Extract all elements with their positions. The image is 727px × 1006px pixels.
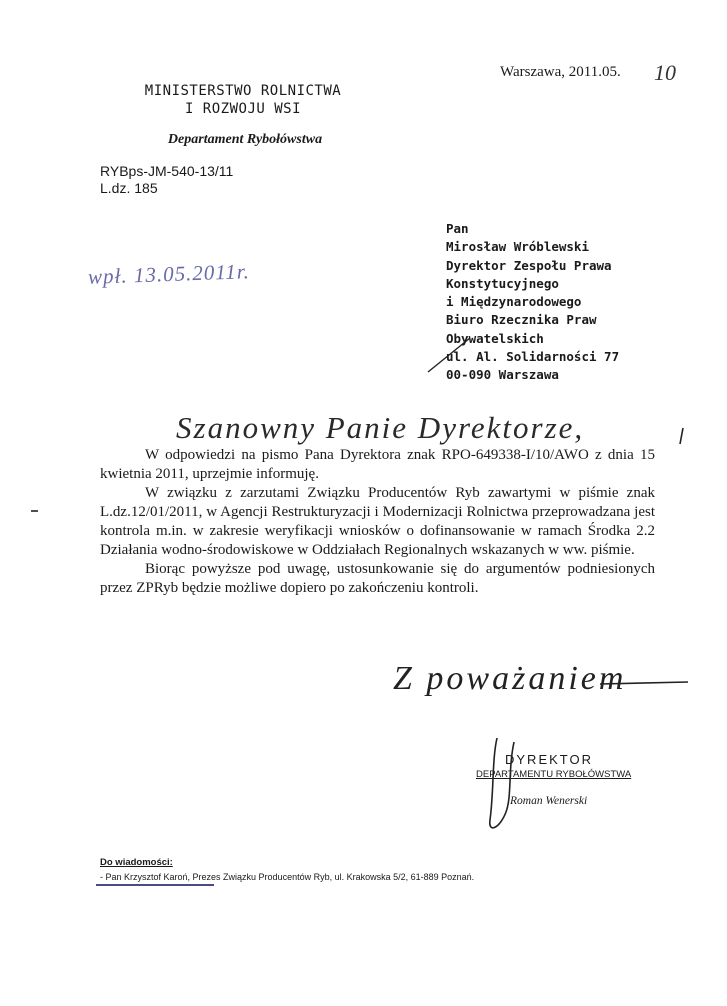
department-name: Departament Rybołówstwa [167, 132, 323, 147]
ministry-line-1: MINISTERSTWO ROLNICTWA [144, 83, 342, 99]
cc-title: Do wiadomości: [100, 857, 173, 868]
recipient-line: Pan [446, 221, 469, 236]
body-paragraph-3: Biorąc powyższe pod uwagę, ustosunkowanie się do argumentów podniesionych przez ZPRyb będzie możliwe dopiero po zakończeniu kontroli. [100, 561, 655, 596]
address-strike-stroke [428, 338, 470, 372]
signer-name: Roman Wenerski [510, 795, 588, 807]
recipient-line: Biuro Rzecznika Praw [446, 312, 597, 328]
recipient-line: ul. Al. Solidarności 77 [446, 349, 620, 365]
body-paragraph-2: W związku z zarzutami Związku Producentów Ryb zawartymi w piśmie znak L.dz.12/01/2011, w Agencji Restrukturyzacji i Modernizacji Rolnictwa przeprowadzana jest kontrola m.in. w zakresie weryfikacji wniosków o dofinansowanie w ramach Środka 2.2 Działania wodno-środowiskowe w Oddziałach Regionalnych wskazanych w ww. piśmie. [100, 485, 655, 558]
ministry-line-2: I ROZWOJU WSI [184, 101, 302, 117]
handwritten-day: 10 [654, 60, 676, 85]
recipient-line: i Międzynarodowego [446, 294, 582, 310]
signature-stroke [490, 738, 514, 828]
dateline: Warszawa, 2011.05. [500, 64, 621, 80]
closing-underline-stroke [600, 682, 688, 684]
greeting-comma-stroke [680, 428, 683, 444]
signer-title: DYREKTOR [505, 752, 593, 767]
handwritten-greeting: Szanowny Panie Dyrektorze, [176, 410, 585, 445]
body-paragraph-1: W odpowiedzi na pismo Pana Dyrektora znak RPO-649338-I/10/AWO z dnia 15 kwietnia 2011, uprzejmie informuję. [100, 447, 655, 482]
reference-number: RYBps-JM-540-13/11 [100, 163, 234, 179]
recipient-line: Konstytucyjnego [446, 275, 559, 291]
recipient-line: Mirosław Wróblewski [446, 239, 589, 255]
cc-underline [96, 884, 214, 886]
handwritten-closing: Z poważaniem [393, 660, 627, 697]
recipient-line: Obywatelskich [446, 330, 544, 346]
received-stamp: wpł. 13.05.2011r. [87, 259, 251, 289]
cc-item: - Pan Krzysztof Karoń, Prezes Związku Producentów Ryb, ul. Krakowska 5/2, 61-889 Poznań. [100, 872, 475, 882]
ldz-number: L.dz. 185 [100, 180, 158, 196]
recipient-line: 00-090 Warszawa [446, 367, 559, 383]
signer-department: DEPARTAMENTU RYBOŁÓWSTWA [476, 769, 632, 780]
recipient-line: Dyrektor Zespołu Prawa [446, 257, 612, 273]
